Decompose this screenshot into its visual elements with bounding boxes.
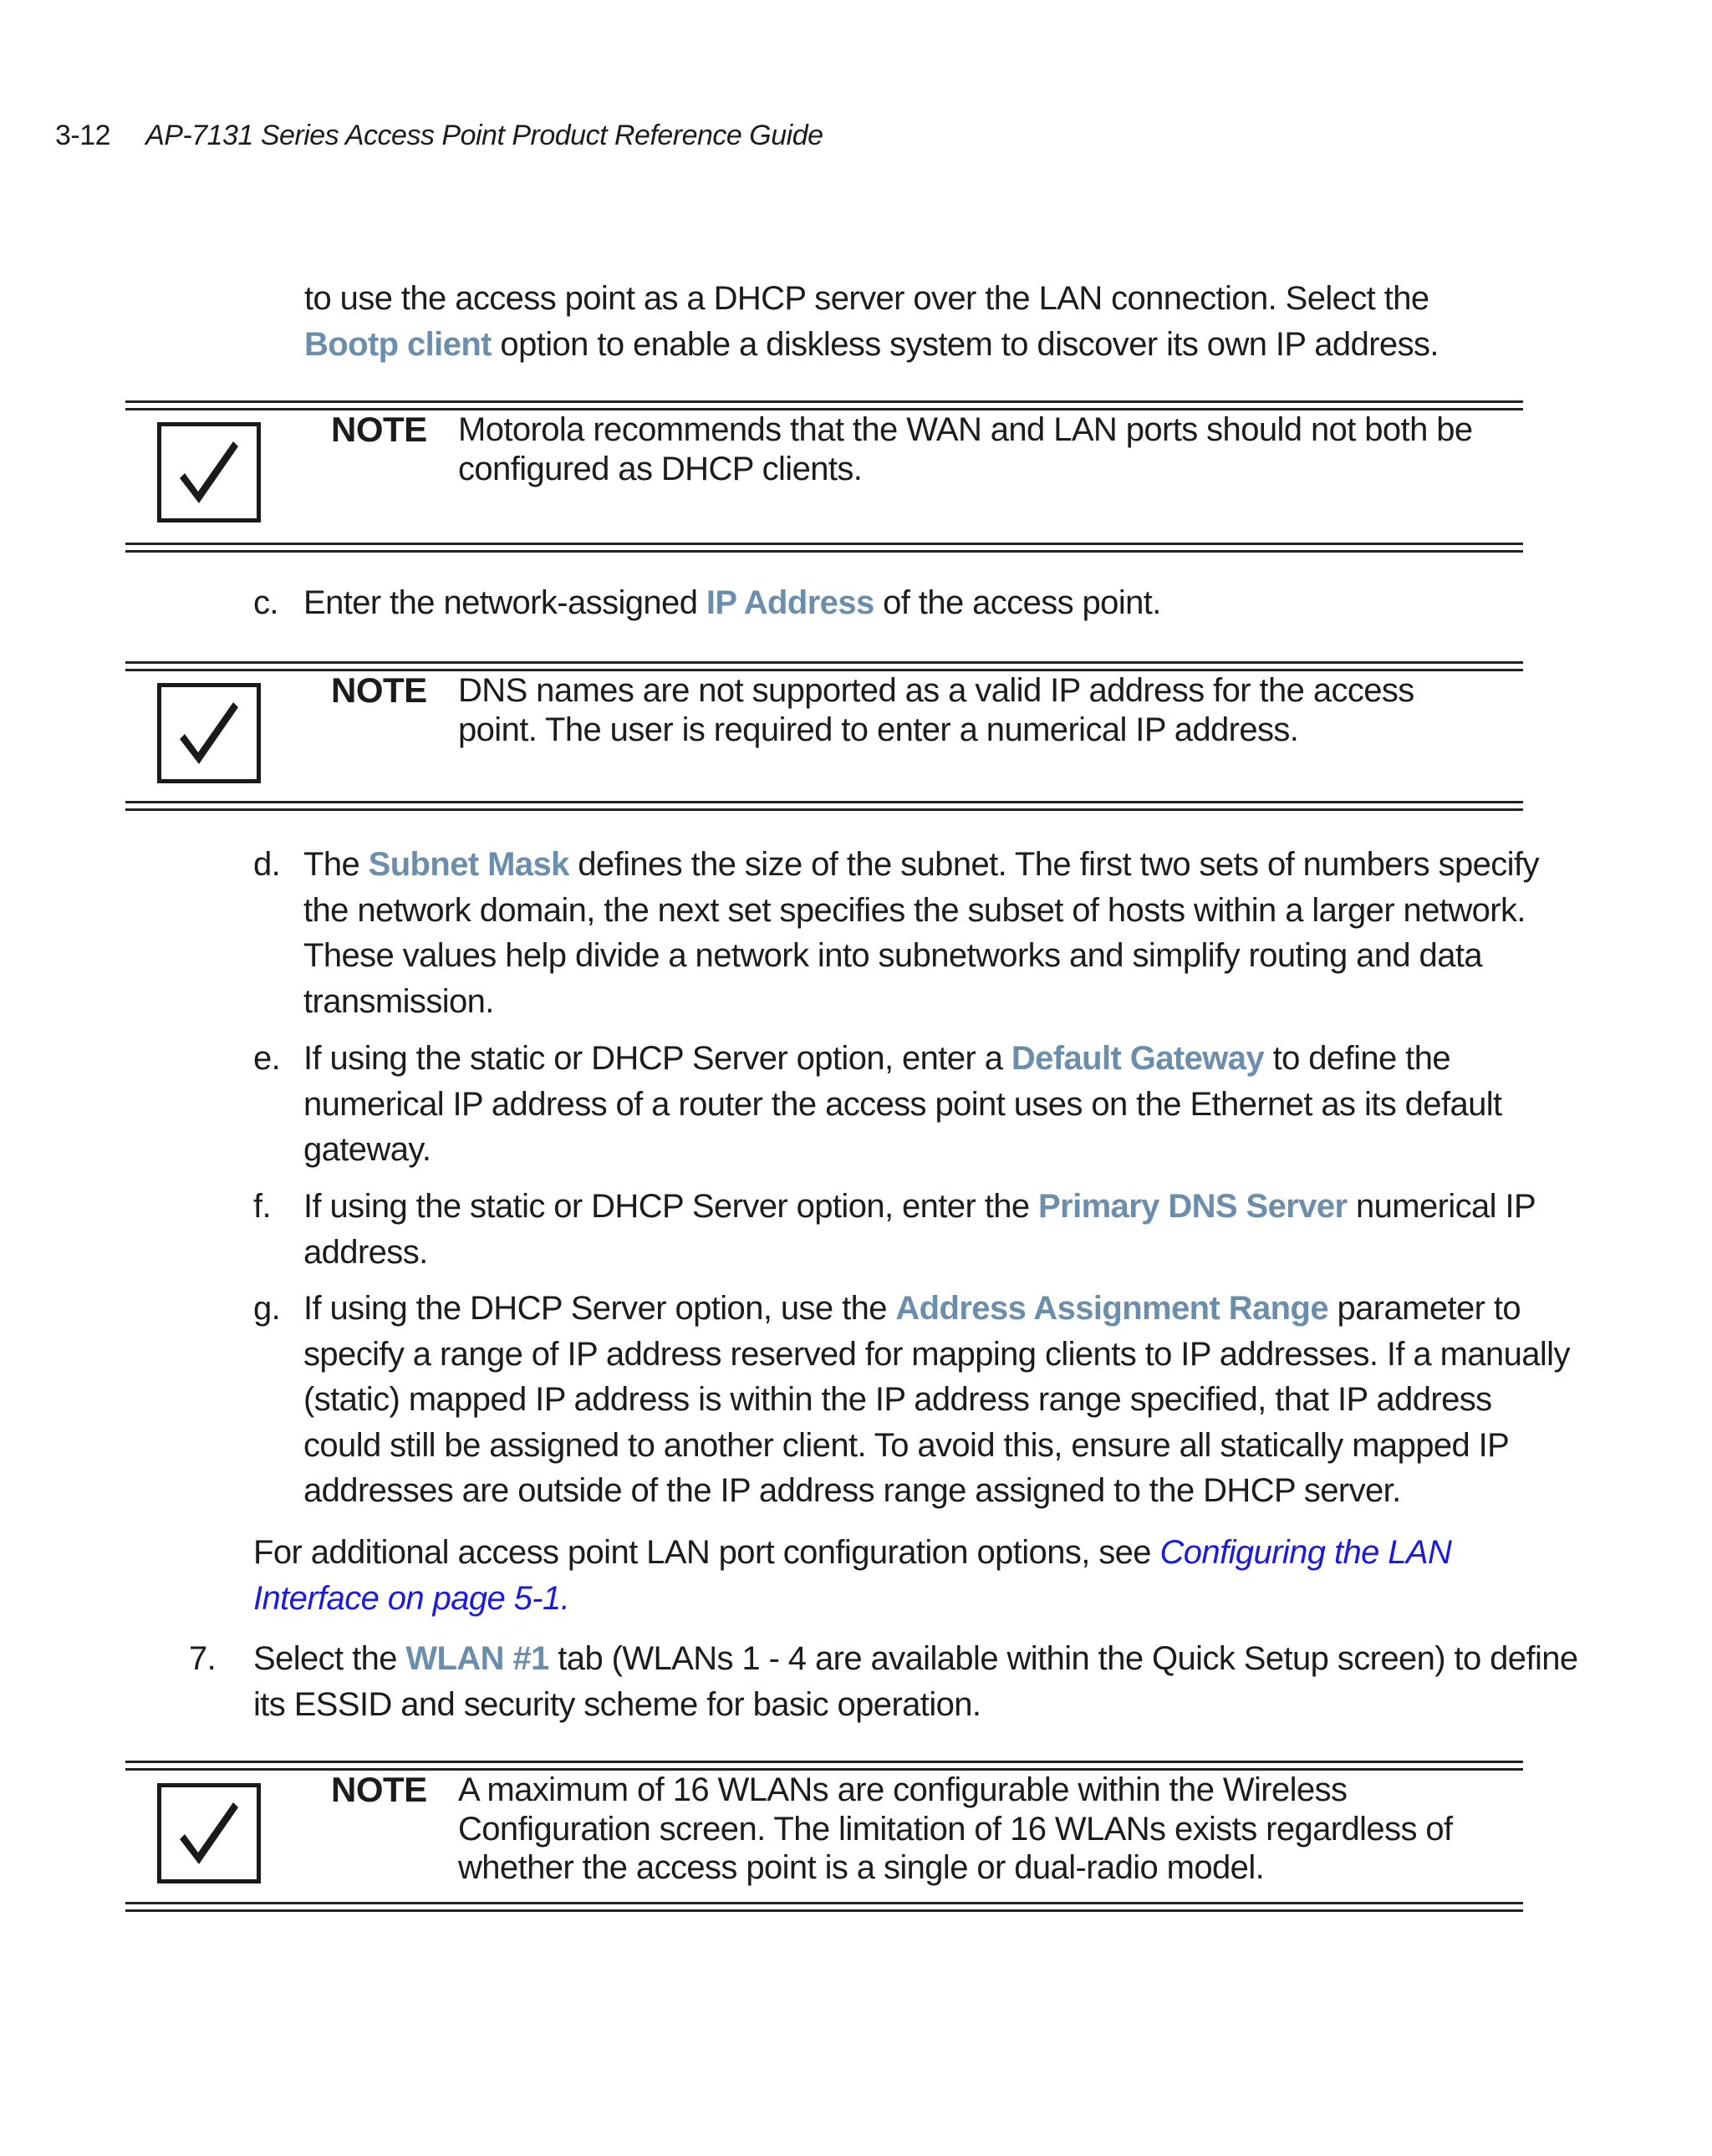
note-label: NOTE bbox=[331, 670, 427, 710]
checkmark-icon bbox=[157, 422, 261, 522]
note-box bbox=[125, 400, 1523, 553]
additional-options-paragraph: For additional access point LAN port configuration options, see Configuring the LAN Interface on page 5-1. bbox=[253, 1534, 1452, 1617]
note-box bbox=[125, 661, 1523, 813]
note-box bbox=[125, 1761, 1523, 1913]
list-marker: g. bbox=[253, 1290, 281, 1327]
page-number: 3-12 bbox=[55, 120, 111, 151]
checkmark-icon bbox=[157, 1783, 261, 1883]
address-assignment-range-term: Address Assignment Range bbox=[895, 1290, 1328, 1327]
list-item-d: d. The Subnet Mask defines the size of the subnet. The first two sets of numbers specify the network domain, the next set specifies the subset of hosts within a larger network. These values help divide a network into subnetworks and simplify routing and data transmission. bbox=[253, 842, 1574, 1024]
primary-dns-server-term: Primary DNS Server bbox=[1038, 1188, 1348, 1225]
note-text: DNS names are not supported as a valid IP address for the access point. The user is required to enter a numerical IP address. bbox=[458, 672, 1414, 748]
guide-title: AP-7131 Series Access Point Product Reference Guide bbox=[145, 120, 823, 151]
list-item-c: c. Enter the network-assigned IP Address of the access point. bbox=[253, 580, 1608, 626]
list-item-g: g. If using the DHCP Server option, use the Address Assignment Range parameter to specify a range of IP address reserved for mapping clients to IP addresses. If a manually (static) mapped IP address is within the IP address range specified, that IP address could still be assigned to another client. To avoid this, ensure all statically mapped IP addresses are outside of the IP address range assigned to the DHCP server. bbox=[253, 1286, 1574, 1514]
list-item-e: e. If using the static or DHCP Server option, enter a Default Gateway to define the numerical IP address of a router the access point uses on the Ethernet as its default gateway. bbox=[253, 1036, 1574, 1173]
note-bottom-rule bbox=[125, 543, 1523, 553]
note-bottom-rule bbox=[125, 801, 1523, 811]
list-marker: f. bbox=[253, 1188, 272, 1225]
note-label: NOTE bbox=[331, 410, 427, 449]
default-gateway-term: Default Gateway bbox=[1011, 1040, 1265, 1077]
checkmark-icon bbox=[157, 683, 261, 783]
note-text: A maximum of 16 WLANs are configurable within the Wireless Configuration screen. The limitation of 16 WLANs exists regardless of whether the access point is a single or dual-radio model. bbox=[458, 1771, 1453, 1886]
page-header bbox=[55, 117, 823, 154]
list-item-f: f. If using the static or DHCP Server option, enter the Primary DNS Server numerical IP address. bbox=[253, 1184, 1574, 1275]
ip-address-term: IP Address bbox=[706, 584, 874, 621]
intro-paragraph: to use the access point as a DHCP server over the LAN connection. Select the Bootp client option to enable a diskless system to discover its own IP address. bbox=[304, 280, 1439, 363]
bootp-client-term: Bootp client bbox=[304, 325, 492, 363]
step-marker: 7. bbox=[189, 1640, 217, 1677]
list-marker: e. bbox=[253, 1040, 281, 1077]
step-7: 7. Select the WLAN #1 tab (WLANs 1 - 4 are available within the Quick Setup screen) to define its ESSID and security scheme for basic operation. bbox=[189, 1636, 1588, 1727]
wlan-1-term: WLAN #1 bbox=[405, 1640, 549, 1677]
configuring-lan-interface-link[interactable]: Configuring the LAN Interface on page 5-1 bbox=[253, 1534, 1452, 1617]
note-label: NOTE bbox=[331, 1770, 427, 1809]
subnet-mask-term: Subnet Mask bbox=[368, 846, 569, 883]
note-text: Motorola recommends that the WAN and LAN ports should not both be configured as DHCP clients. bbox=[458, 411, 1473, 487]
list-marker: c. bbox=[253, 584, 278, 621]
note-bottom-rule bbox=[125, 1902, 1523, 1912]
list-marker: d. bbox=[253, 846, 281, 883]
